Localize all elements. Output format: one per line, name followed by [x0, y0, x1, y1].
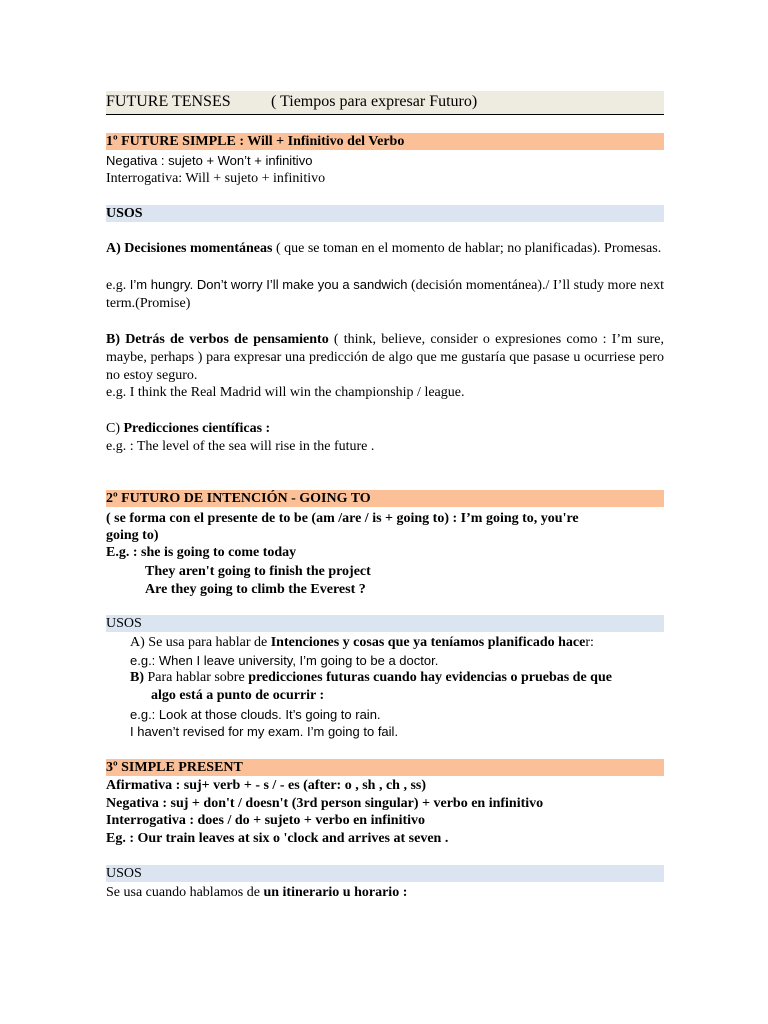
interrogativa-line: Interrogativa: Will + sujeto + infinitivo [106, 171, 326, 186]
section-header-future-simple: 1º FUTURE SIMPLE : Will + Infinitivo del Verbo [106, 133, 664, 150]
going-to-use-b: B) Para hablar sobre predicciones futuras cuando hay evidencias o pruebas de que [130, 670, 612, 685]
going-to-example-2: They aren't going to finish the project [145, 564, 371, 579]
title-bar [106, 91, 664, 115]
simple-present-afirmativa: Afirmativa : suj+ verb + - s / - es (after: o , sh , ch , ss) [106, 778, 427, 793]
going-to-use-b-cont: algo está a punto de ocurrir : [151, 688, 325, 703]
usos-header-2: USOS [106, 615, 664, 632]
going-to-use-a: A) Se usa para hablar de Intenciones y cosas que ya teníamos planificado hacer: [130, 635, 594, 650]
going-to-example-3: Are they going to climb the Everest ? [145, 582, 366, 597]
section-header-going-to: 2º FUTURO DE INTENCIÓN - GOING TO [106, 490, 664, 507]
going-to-formation-line: ( se forma con el presente de to be (am /are / is + going to) : I’m going to, you're [106, 511, 579, 526]
use-b-paragraph: B) Detrás de verbos de pensamiento ( think, believe, consider o expresiones como : I’m sure, maybe, perhaps ) para expresar una predicción de algo que me gustaría que pasase u ocurriese pero no estoy seguro. [106, 332, 664, 383]
use-b-example: e.g. I think the Real Madrid will win the championship / league. [106, 385, 465, 400]
document-title: FUTURE TENSES [106, 93, 231, 110]
use-c-example: e.g. : The level of the sea will rise in the future . [106, 439, 375, 454]
simple-present-interrogativa: Interrogativa : does / do + sujeto + verbo en infinitivo [106, 813, 426, 828]
use-a-example: e.g. I’m hungry. Don’t worry I’ll make you a sandwich (decisión momentánea)./ I’ll study more next term.(Promise) [106, 277, 664, 311]
usos-header-3: USOS [106, 865, 664, 882]
going-to-use-b-example-2: I haven’t revised for my exam. I’m going to fail. [130, 724, 399, 739]
negativa-line: Negativa : sujeto + Won’t + infinitivo [106, 153, 313, 168]
use-c-heading: C) Predicciones científicas : [106, 421, 271, 436]
going-to-use-b-example-1: e.g.: Look at those clouds. It’s going to rain. [130, 707, 381, 722]
going-to-example-1: E.g. : she is going to come today [106, 545, 297, 560]
document-subtitle: ( Tiempos para expresar Futuro) [271, 93, 478, 110]
simple-present-negativa: Negativa : suj + don't / doesn't (3rd person singular) + verbo en infinitivo [106, 796, 544, 811]
going-to-formation-line-2: going to) [106, 528, 159, 543]
simple-present-example: Eg. : Our train leaves at six o 'clock and arrives at seven . [106, 831, 449, 846]
simple-present-use: Se usa cuando hablamos de un itinerario u horario : [106, 885, 408, 900]
section-header-simple-present: 3º SIMPLE PRESENT [106, 759, 664, 776]
usos-header-1: USOS [106, 205, 664, 222]
use-a-paragraph: A) Decisiones momentáneas ( que se toman en el momento de hablar; no planificadas). Promesas. [106, 241, 662, 256]
going-to-use-a-example: e.g.: When I leave university, I’m going to be a doctor. [130, 653, 439, 668]
